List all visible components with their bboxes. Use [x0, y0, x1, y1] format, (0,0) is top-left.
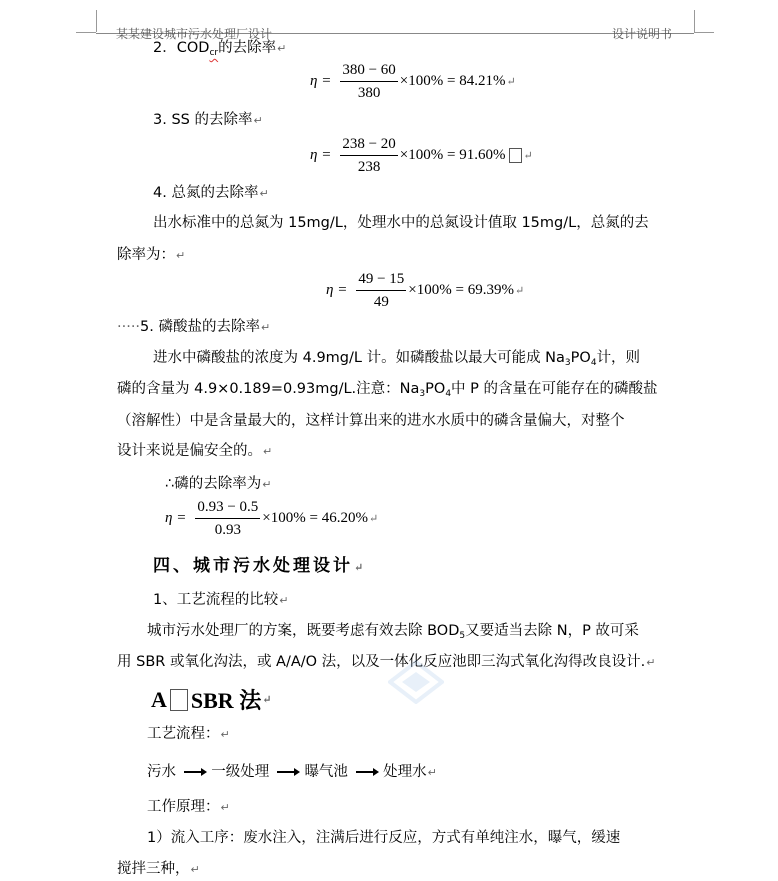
subsection-heading [153, 590, 288, 611]
p-line1-part3: 计，则 [596, 350, 641, 366]
paragraph-mark: ↵ [368, 513, 379, 525]
crop-mark-right [694, 10, 695, 32]
process-label [147, 724, 230, 745]
paragraph-mark: ↵ [259, 187, 269, 200]
eta-symbol: η = [165, 510, 187, 526]
sbr-heading-b: SBR 法 [190, 688, 262, 713]
paragraph-mark: ↵ [220, 801, 230, 814]
crop-mark-left [96, 10, 97, 32]
arrow-right-icon [356, 771, 376, 773]
eta-symbol: η = [310, 73, 332, 89]
header-right-text: 设计说明书 [611, 27, 672, 41]
p-paragraph-line1: 进水中磷酸盐的浓度为 4.9mg/L 计。如磷酸盐以最大可能成 $Na_3PO_4$计，则 [153, 350, 641, 368]
p-line2-part1: 磷的含量为 4.9×0.189=0.93mg/L.注意：Na [117, 381, 420, 397]
page-header [96, 27, 694, 41]
step1-line2-text: 搅拌三种， [117, 861, 190, 877]
paragraph-mark: ↵ [220, 728, 230, 741]
ss-title [153, 110, 263, 131]
eta-symbol: η = [326, 282, 348, 298]
process-label-text: 工艺流程： [147, 726, 220, 742]
placeholder-box [170, 689, 188, 711]
paragraph-mark: ↵ [427, 766, 437, 779]
paragraph-mark: ↵ [263, 445, 273, 458]
cod-title-sub: cr [209, 48, 219, 58]
fraction [195, 499, 260, 538]
p-line2-part3: 中 P 的含量在可能存在的磷酸盐 [451, 381, 658, 397]
p-formula [165, 499, 378, 538]
eta-symbol: η = [310, 147, 332, 163]
formula-result: ×100% = 69.39% [408, 282, 514, 298]
paragraph-mark: ↵ [261, 321, 271, 334]
process-flow [147, 762, 437, 783]
formula-result: ×100% = 84.21% [399, 73, 506, 89]
fraction [340, 62, 397, 101]
step1-line2 [117, 859, 200, 880]
flow-step-sewage: 污水 [147, 764, 176, 780]
p-title [117, 317, 270, 338]
tn-line2-text: 除率为： [117, 247, 175, 263]
p-title-text: 5. 磷酸盐的去除率 [140, 319, 260, 335]
principle-label-text: 工作原理： [147, 799, 220, 815]
formula-result: ×100% = 46.20% [262, 510, 368, 526]
placeholder-box [509, 148, 522, 163]
paragraph-mark: ↵ [646, 656, 656, 669]
subsection-heading-text: 1、工艺流程的比较 [153, 592, 279, 608]
denominator: 380 [357, 85, 381, 101]
paragraph-mark: ↵ [279, 594, 289, 607]
compare-line2 [117, 652, 656, 673]
sbr-heading [151, 684, 271, 715]
principle-label [147, 797, 230, 818]
compare-line1-part1: 城市污水处理厂的方案，既要考虑有效去除 BOD [147, 623, 460, 639]
fraction [340, 136, 397, 175]
flow-step-treated: 处理水 [383, 764, 427, 780]
section-heading-text: 四、城市污水处理设计 [153, 556, 353, 576]
cod-formula [310, 62, 516, 101]
tn-title-text: 4. 总氮的去除率 [153, 185, 259, 201]
paragraph-mark: ↵ [523, 150, 533, 162]
numerator: 380 − 60 [340, 62, 397, 82]
flow-step-aeration: 曝气池 [304, 764, 348, 780]
compare-line2-text: 用 SBR 或氧化沟法，或 A/A/O 法，以及一体化反应池即三沟式氧化沟得改良设计. [117, 654, 646, 670]
tn-formula [326, 271, 524, 310]
p-line2-part2: PO [425, 381, 446, 397]
numerator: 49 − 15 [356, 271, 406, 291]
tn-title [153, 183, 269, 204]
p-line1-part2: PO [570, 350, 591, 366]
paragraph-mark: ↵ [277, 42, 287, 55]
watermark-logo-icon [388, 660, 444, 704]
crop-mark-right-h [694, 32, 714, 33]
denominator: 49 [373, 294, 389, 310]
p-paragraph-line2: 磷的含量为 4.9×0.189=0.93mg/L.注意：$Na_3PO_4$中 P 的含量在可能存在的磷酸盐 [117, 381, 658, 399]
outline-dots: ····· [117, 319, 141, 335]
numerator: 0.93 − 0.5 [195, 499, 260, 519]
compare-line1: 城市污水处理厂的方案，既要考虑有效去除 $BOD_5$又要适当去除 N，P 故可采 [147, 623, 639, 641]
ss-title-text: 3. SS 的去除率 [153, 112, 253, 128]
arrow-right-icon [277, 771, 297, 773]
p-therefore-text: ∴磷的去除率为 [165, 476, 262, 492]
paragraph-mark: ↵ [253, 114, 263, 127]
cod-title-prefix: 2．COD [153, 40, 210, 56]
denominator: 0.93 [214, 522, 241, 538]
p-line4-text: 设计来说是偏安全的。 [117, 443, 262, 459]
p-paragraph-line4 [117, 441, 272, 462]
paragraph-mark: ↵ [176, 249, 186, 262]
flow-step-primary: 一级处理 [211, 764, 270, 780]
tn-paragraph-line1: 出水标准中的总氮为 15mg/L，处理水中的总氮设计值取 15mg/L，总氮的去 [153, 215, 649, 231]
fraction [356, 271, 406, 310]
paragraph-mark: ↵ [354, 561, 367, 574]
crop-mark-left-h [76, 32, 96, 33]
arrow-right-icon [184, 771, 204, 773]
p-therefore [165, 474, 271, 495]
paragraph-mark: ↵ [514, 285, 525, 297]
paragraph-mark: ↵ [506, 76, 516, 88]
numerator: 238 − 20 [340, 136, 397, 156]
header-left-text: 某某建设城市污水处理厂设计 [116, 27, 273, 41]
p-paragraph-line3: （溶解性）中是含量最大的，这样计算出来的进水水质中的磷含量偏大，对整个 [117, 413, 625, 429]
sbr-heading-a: A [151, 686, 167, 712]
section-heading [153, 551, 366, 576]
denominator: 238 [357, 159, 381, 175]
paragraph-mark: ↵ [262, 478, 272, 491]
compare-line1-part2: 又要适当去除 N，P 故可采 [465, 623, 639, 639]
cod-title [153, 38, 286, 63]
ss-formula [310, 136, 533, 175]
paragraph-mark: ↵ [262, 694, 272, 706]
cod-title-suffix: 的去除率 [218, 40, 277, 56]
p-line1-part1: 进水中磷酸盐的浓度为 4.9mg/L 计。如磷酸盐以最大可能成 Na [153, 350, 565, 366]
paragraph-mark: ↵ [190, 863, 200, 876]
formula-result: ×100% = 91.60% [399, 147, 506, 163]
step1-line1: 1）流入工序：废水注入，注满后进行反应，方式有单纯注水，曝气，缓速 [147, 830, 621, 846]
tn-paragraph-line2 [117, 245, 185, 266]
